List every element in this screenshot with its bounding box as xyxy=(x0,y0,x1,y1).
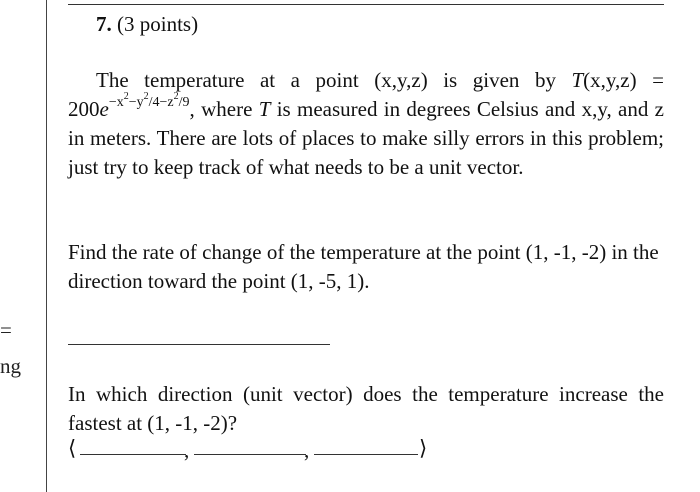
exponent-power-x: 2 xyxy=(123,91,129,103)
problem-statement xyxy=(68,66,664,182)
margin-fragment-top: = xyxy=(0,318,10,342)
coefficient: 200 xyxy=(68,97,100,121)
vector-comma-2: , xyxy=(304,438,310,462)
vector-open-bracket: ⟨ xyxy=(68,436,77,460)
problem-points: (3 points) xyxy=(117,12,199,36)
exp-base: e xyxy=(99,97,109,121)
left-margin-divider xyxy=(46,0,47,492)
equals-sign: = xyxy=(636,68,665,92)
vector-comma-1: , xyxy=(184,438,190,462)
vector-blank-z[interactable] xyxy=(314,454,418,455)
function-name: T xyxy=(571,68,584,92)
problem-number: 7. xyxy=(96,12,112,36)
question-rate-of-change: Find the rate of change of the temperature at the point (1, -1, -2) in the direction toward the point (1, -5, 1). xyxy=(68,240,659,293)
vector-blank-x[interactable] xyxy=(80,454,186,455)
exponent-term-y: −y xyxy=(128,95,144,110)
exponent-term-z: /4−z xyxy=(148,95,174,110)
margin-fragment-bottom: ng xyxy=(0,354,21,378)
exponent-divisor: /9 xyxy=(178,95,190,110)
function-name-again: T xyxy=(258,97,271,121)
problem-header xyxy=(96,10,198,38)
question-direction: In which direction (unit vector) does the temperature increase the fastest at (1, -1, -2)? xyxy=(68,382,664,435)
exponent-term-x: −x xyxy=(108,95,124,110)
top-divider xyxy=(68,4,664,5)
exponent-power-y: 2 xyxy=(143,91,149,103)
statement-rest: is measured in degrees Celsius and x,y, and z in meters. There are lots of places to make silly errors in this problem; just try to keep track of what needs to be a unit vector. xyxy=(68,97,664,179)
vector-blank-y[interactable] xyxy=(194,454,306,455)
vector-answer xyxy=(68,433,428,463)
vector-close-bracket: ⟩ xyxy=(419,436,428,460)
exponent xyxy=(108,91,190,110)
statement-intro: The temperature at a point (x,y,z) is given by xyxy=(96,68,572,92)
statement-where: , where xyxy=(189,97,259,121)
answer-blank-rate[interactable] xyxy=(68,344,330,345)
function-args: (x,y,z) xyxy=(583,68,637,92)
exponent-power-z: 2 xyxy=(173,91,179,103)
